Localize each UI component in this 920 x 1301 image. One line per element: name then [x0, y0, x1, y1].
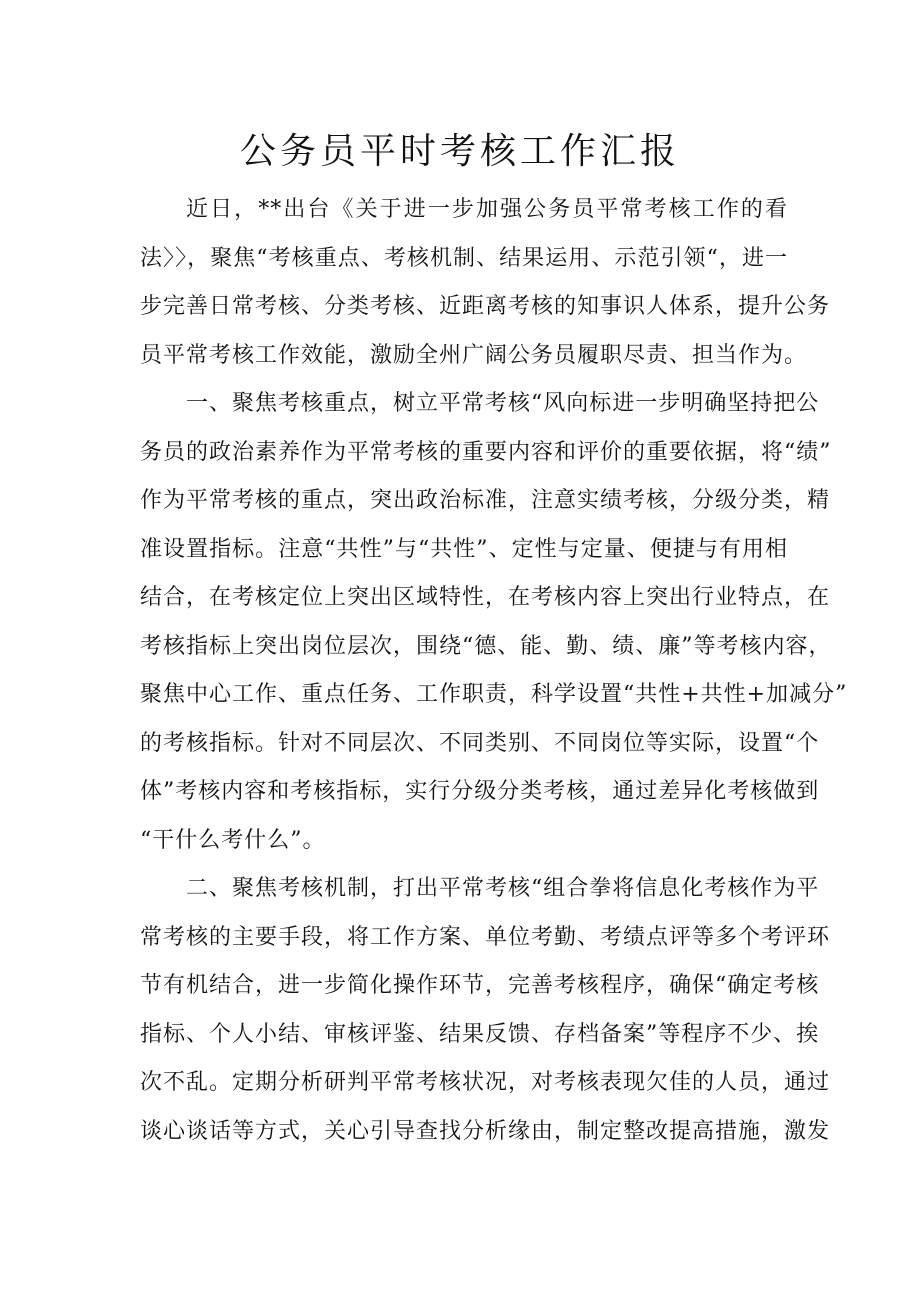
- text-line: 一、聚焦考核重点，树立平常考核“风向标进一步明确坚持把公: [186, 391, 820, 416]
- text-line: 准设置指标。注意“共性”与“共性”、定性与定量、便捷与有用相: [140, 536, 788, 562]
- text-line: 考核指标上突出岗位层次，围绕“德、能、勤、绩、廉”等考核内容，: [140, 633, 832, 659]
- text-line: 节有机结合，进一步简化操作环节，完善考核程序，确保“确定考核: [140, 973, 820, 998]
- text-line: 步完善日常考核、分类考核、近距离考核的知事识人体系，提升公务: [140, 294, 831, 319]
- paragraph-section-two: [140, 865, 831, 1156]
- text-line: 次不乱。定期分析研判平常考核状况，对考核表现欠佳的人员，通过: [140, 1070, 831, 1095]
- text-line: 的考核指标。针对不同层次、不同类别、不同岗位等实际，设置“个: [140, 730, 820, 756]
- text-line: 作为平常考核的重点，突出政治标准，注意实绩考核，分级分类，精: [140, 488, 831, 513]
- text-line: 体”考核内容和考核指标，实行分级分类考核，通过差异化考核做到: [140, 779, 820, 804]
- paragraph-intro: [140, 186, 831, 380]
- text-line: 法〉〉，聚焦“考核重点、考核机制、结果运用、示范引领“，进一: [140, 245, 788, 271]
- text-line: 结合，在考核定位上突出区域特性，在考核内容上突出行业特点，在: [140, 585, 831, 610]
- text-line: 谈心谈话等方式，关心引导查找分析缘由，制定整改提高措施，激发: [140, 1118, 831, 1144]
- document-title: 公务员平时考核工作汇报: [239, 131, 680, 172]
- text-line: 二、聚焦考核机制，打出平常考核“组合拳将信息化考核作为平: [186, 876, 820, 901]
- text-line: “干什么考什么”。: [140, 827, 326, 853]
- text-line: 务员的政治素养作为平常考核的重要内容和评价的重要依据，将“绩”: [140, 439, 832, 465]
- text-line: 指标、个人小结、审核评鉴、结果反馈、存档备案”等程序不少、挨: [140, 1021, 820, 1047]
- text-line: 员平常考核工作效能，激励全州广阔公务员履职尽责、担当作为。: [140, 342, 808, 368]
- text-line: 聚焦中心工作、重点任务、工作职责，科学设置“共性+共性+加减分”: [140, 682, 848, 707]
- paragraph-section-one: [140, 380, 848, 865]
- text-line: 常考核的主要手段，将工作方案、单位考勤、考绩点评等多个考评环: [140, 924, 831, 950]
- text-line: 近日，**出台《关于进一步加强公务员平常考核工作的看: [186, 197, 788, 222]
